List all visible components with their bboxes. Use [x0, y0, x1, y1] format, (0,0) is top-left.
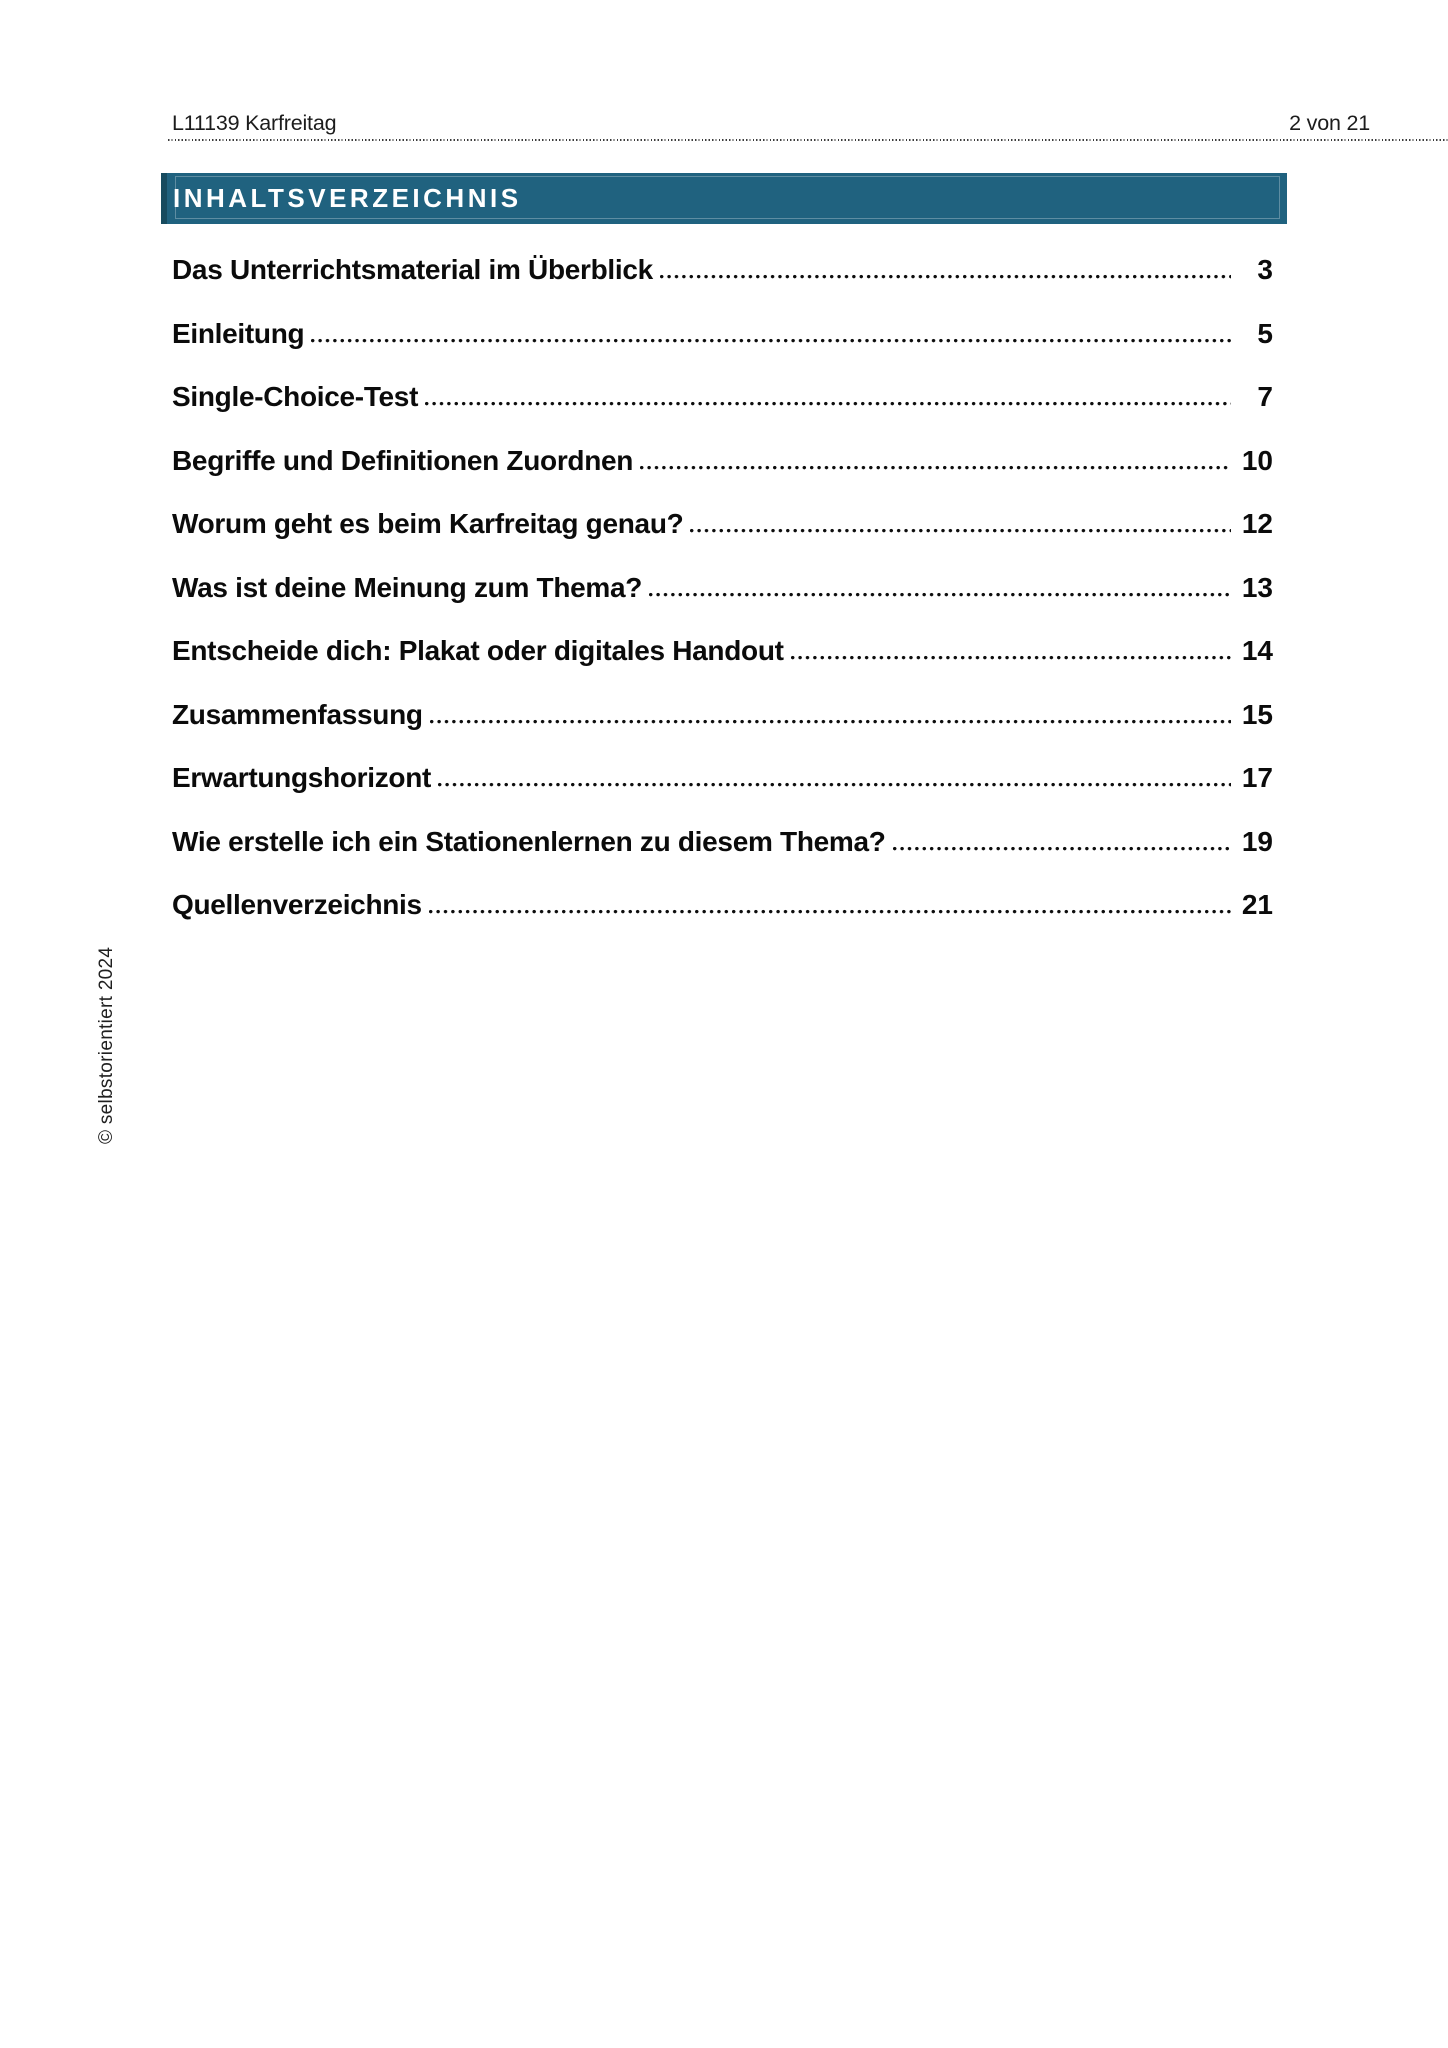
- toc-entry: [172, 302, 1273, 366]
- toc-entry: [172, 238, 1273, 302]
- toc-entry-page: 7: [1257, 381, 1273, 412]
- toc-entry-label: Single-Choice-Test: [172, 381, 419, 412]
- toc-entry-page: 17: [1241, 762, 1273, 793]
- toc-entry: [172, 873, 1273, 937]
- toc-leader-dots: [649, 592, 1231, 597]
- toc-leader-dots: [690, 528, 1231, 533]
- toc-entry-page: 10: [1241, 444, 1273, 476]
- toc-entry: [172, 683, 1273, 747]
- header-divider: [168, 139, 1448, 141]
- toc-leader-dots: [430, 719, 1231, 724]
- toc-entry-page: 12: [1241, 508, 1273, 539]
- toc-title-bar: [161, 173, 1287, 224]
- toc-entry: [172, 810, 1273, 874]
- copyright-vertical-text: © selbstorientiert 2024: [96, 946, 117, 1144]
- toc-entry-label: Was ist deine Meinung zum Thema?: [172, 571, 643, 603]
- toc-entry: [172, 556, 1273, 620]
- toc-entry-label: Zusammenfassung: [172, 698, 423, 730]
- toc-leader-dots: [791, 655, 1231, 660]
- toc-entry-label: Wie erstelle ich ein Stationenlernen zu diesem Thema?: [172, 825, 886, 857]
- page-header: [172, 110, 1370, 136]
- toc-leader-dots: [438, 782, 1231, 787]
- toc-entry-page: 13: [1241, 571, 1273, 603]
- toc-leader-dots: [893, 846, 1231, 851]
- toc-entry-page: 3: [1257, 254, 1273, 285]
- toc-entry-label: Begriffe und Definitionen Zuordnen: [172, 444, 634, 476]
- toc-entry-page: 14: [1241, 635, 1273, 666]
- toc-entry: [172, 429, 1273, 493]
- toc-entry: [172, 619, 1273, 683]
- toc-title: INHALTSVERZEICHNIS: [173, 183, 522, 213]
- toc-leader-dots: [429, 909, 1231, 914]
- toc-leader-dots: [425, 401, 1231, 406]
- toc-entry: [172, 746, 1273, 810]
- doc-code: L11139 Karfreitag: [172, 111, 337, 135]
- toc-entry-label: Einleitung: [172, 317, 305, 349]
- toc-leader-dots: [660, 274, 1231, 279]
- toc-entry-label: Das Unterrichtsmaterial im Überblick: [172, 254, 653, 285]
- toc-entry-page: 21: [1241, 889, 1273, 920]
- toc-entry-label: Entscheide dich: Plakat oder digitales Handout: [172, 635, 784, 666]
- toc-entry: [172, 492, 1273, 556]
- page-indicator: 2 von 21: [1289, 111, 1370, 135]
- toc-entry-page: 15: [1241, 698, 1273, 730]
- toc-entry-label: Erwartungshorizont: [172, 762, 432, 793]
- toc-entry-page: 5: [1257, 317, 1273, 349]
- toc-list: [172, 238, 1273, 937]
- toc-entry-page: 19: [1241, 825, 1273, 857]
- toc-leader-dots: [640, 465, 1231, 470]
- toc-entry-label: Worum geht es beim Karfreitag genau?: [172, 508, 684, 539]
- toc-entry: [172, 365, 1273, 429]
- toc-leader-dots: [311, 338, 1231, 343]
- toc-entry-label: Quellenverzeichnis: [172, 889, 422, 920]
